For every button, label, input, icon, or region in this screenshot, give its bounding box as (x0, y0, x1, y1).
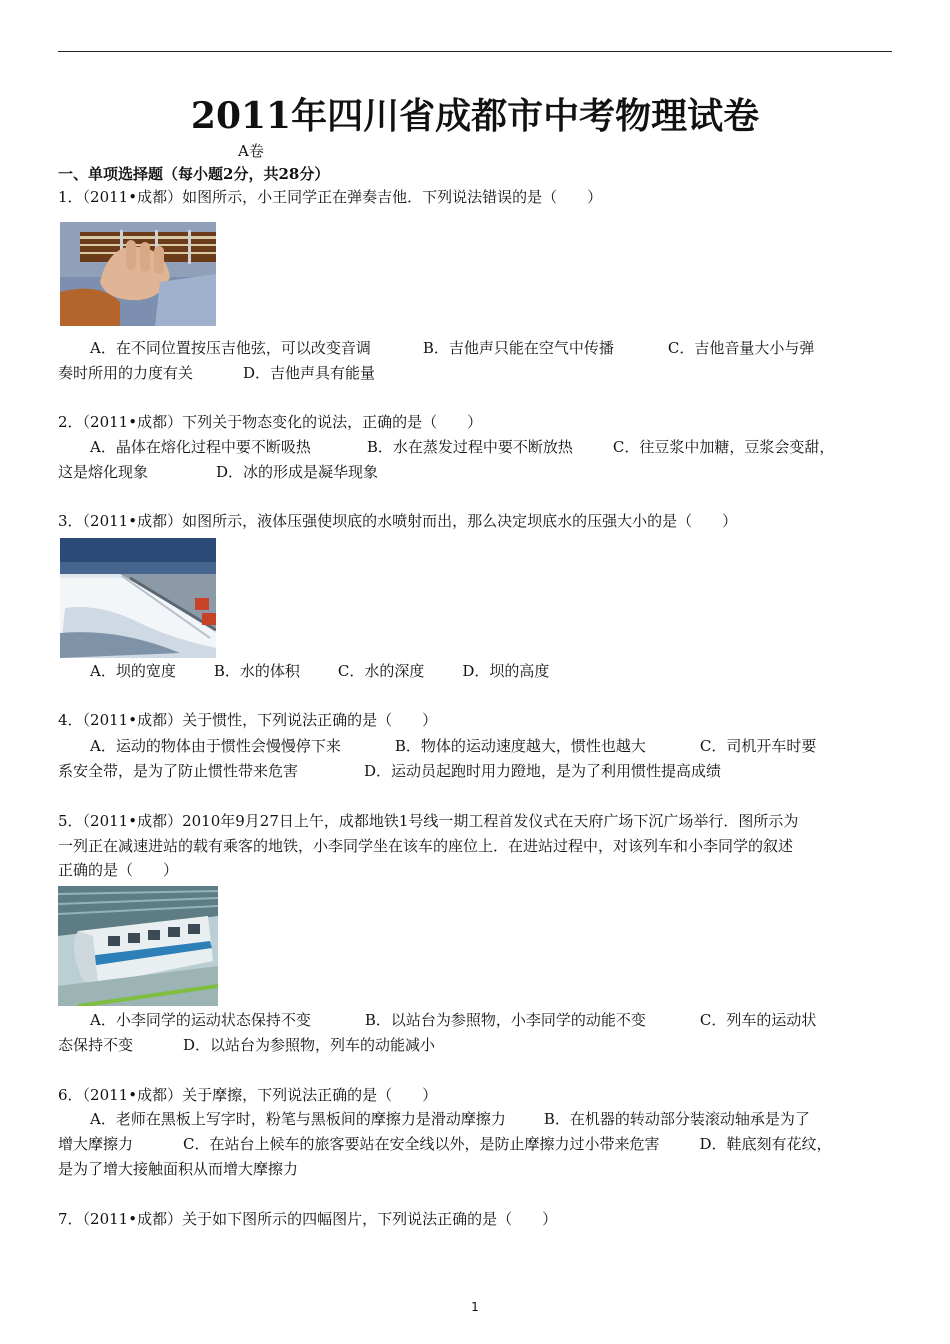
paper-part-label: A卷 (238, 142, 264, 160)
q2-options-line2 (58, 462, 378, 482)
q5-option-c-cont: 态保持不变 (58, 1036, 134, 1054)
q6-option-b[interactable]: B．在机器的转动部分装滚动轴承是为了 (543, 1110, 810, 1128)
q4-option-b[interactable]: B．物体的运动速度越大，惯性也越大 (394, 737, 646, 755)
q2-option-a[interactable]: A．晶体在熔化过程中要不断吸热 (90, 438, 311, 456)
q3-stem: 3．（2011•成都）如图所示，液体压强使坝底的水喷射而出，那么决定坝底水的压强大小的是（ ） (58, 512, 738, 530)
q2-option-c-cont: 这是熔化现象 (58, 463, 149, 481)
q4-options-line2 (58, 761, 721, 781)
q4-option-c-cont: 系安全带，是为了防止惯性带来危害 (58, 762, 299, 780)
q1-stem: 1．（2011•成都）如图所示，小王同学正在弹奏吉他．下列说法错误的是（ ） (58, 188, 603, 206)
q2-stem: 2．（2011•成都）下列关于物态变化的说法，正确的是（ ） (58, 413, 483, 431)
q5-option-b[interactable]: B．以站台为参照物，小李同学的动能不变 (364, 1011, 646, 1029)
page-number: 1 (471, 1300, 479, 1314)
q1-option-c-cont: 奏时所用的力度有关 (58, 364, 194, 382)
subway-train-image (58, 886, 218, 1006)
q5-stem-line3: 正确的是（ ） (58, 861, 179, 879)
q5-options-line2 (58, 1035, 435, 1055)
q6-options-line3: 是为了增大接触面积从而增大摩擦力 (58, 1160, 299, 1178)
q1-options-line2 (58, 363, 375, 383)
q4-option-c[interactable]: C．司机开车时要 (699, 737, 817, 755)
section-heading: 一、单项选择题（每小题2分，共28分） (58, 165, 330, 183)
q6-stem: 6．（2011•成都）关于摩擦，下列说法正确的是（ ） (58, 1086, 438, 1104)
q2-option-b[interactable]: B．水在蒸发过程中要不断放热 (366, 438, 573, 456)
guitar-image (60, 222, 216, 326)
q5-stem-line1: 5．（2011•成都）2010年9月27日上午，成都地铁1号线一期工程首发仪式在天府广场下沉广场举行．图所示为 (58, 812, 799, 830)
q1-option-a[interactable]: A．在不同位置按压吉他弦，可以改变音调 (90, 339, 371, 357)
q6-option-b-cont: 增大摩擦力 (58, 1135, 134, 1153)
q3-option-a[interactable]: A．坝的宽度 (90, 662, 176, 680)
q6-options-line2 (58, 1134, 832, 1154)
q7-stem: 7．（2011•成都）关于如下图所示的四幅图片，下列说法正确的是（ ） (58, 1210, 558, 1228)
header-rule (58, 51, 892, 52)
q3-option-c[interactable]: C．水的深度 (337, 662, 425, 680)
q6-options-line1 (90, 1109, 810, 1129)
q2-option-d[interactable]: D．冰的形成是凝华现象 (216, 463, 379, 481)
q1-option-b[interactable]: B．吉他声只能在空气中传播 (422, 339, 614, 357)
q4-option-d[interactable]: D．运动员起跑时用力蹬地，是为了利用惯性提高成绩 (364, 762, 722, 780)
q6-option-a[interactable]: A．老师在黑板上写字时，粉笔与黑板间的摩擦力是滑动摩擦力 (90, 1110, 506, 1128)
q4-options-line1 (90, 736, 816, 756)
q1-option-c[interactable]: C．吉他音量大小与弹 (667, 339, 815, 357)
q5-option-c[interactable]: C．列车的运动状 (699, 1011, 817, 1029)
q5-stem-line2: 一列正在减速进站的载有乘客的地铁，小李同学坐在该车的座位上．在进站过程中，对该列车和小李同学的叙述 (58, 837, 794, 855)
q1-options-line1 (90, 338, 814, 358)
q5-options-line1 (90, 1010, 816, 1030)
q2-option-c[interactable]: C．往豆浆中加糖，豆浆会变甜， (612, 438, 835, 456)
q5-option-d[interactable]: D．以站台为参照物，列车的动能减小 (183, 1036, 436, 1054)
q1-option-d[interactable]: D．吉他声具有能量 (243, 364, 376, 382)
q3-options (90, 661, 549, 681)
q6-option-c[interactable]: C．在站台上候车的旅客要站在安全线以外，是防止摩擦力过小带来危害 (183, 1135, 660, 1153)
q6-option-d[interactable]: D．鞋底刻有花纹， (699, 1135, 832, 1153)
q5-option-a[interactable]: A．小李同学的运动状态保持不变 (90, 1011, 311, 1029)
dam-image (60, 538, 216, 658)
q4-option-a[interactable]: A．运动的物体由于惯性会慢慢停下来 (90, 737, 341, 755)
q2-options-line1 (90, 437, 834, 457)
q3-option-d[interactable]: D．坝的高度 (462, 662, 550, 680)
page-title: 2011年四川省成都市中考物理试卷 (190, 95, 760, 137)
q3-option-b[interactable]: B．水的体积 (213, 662, 300, 680)
q4-stem: 4．（2011•成都）关于惯性，下列说法正确的是（ ） (58, 711, 438, 729)
